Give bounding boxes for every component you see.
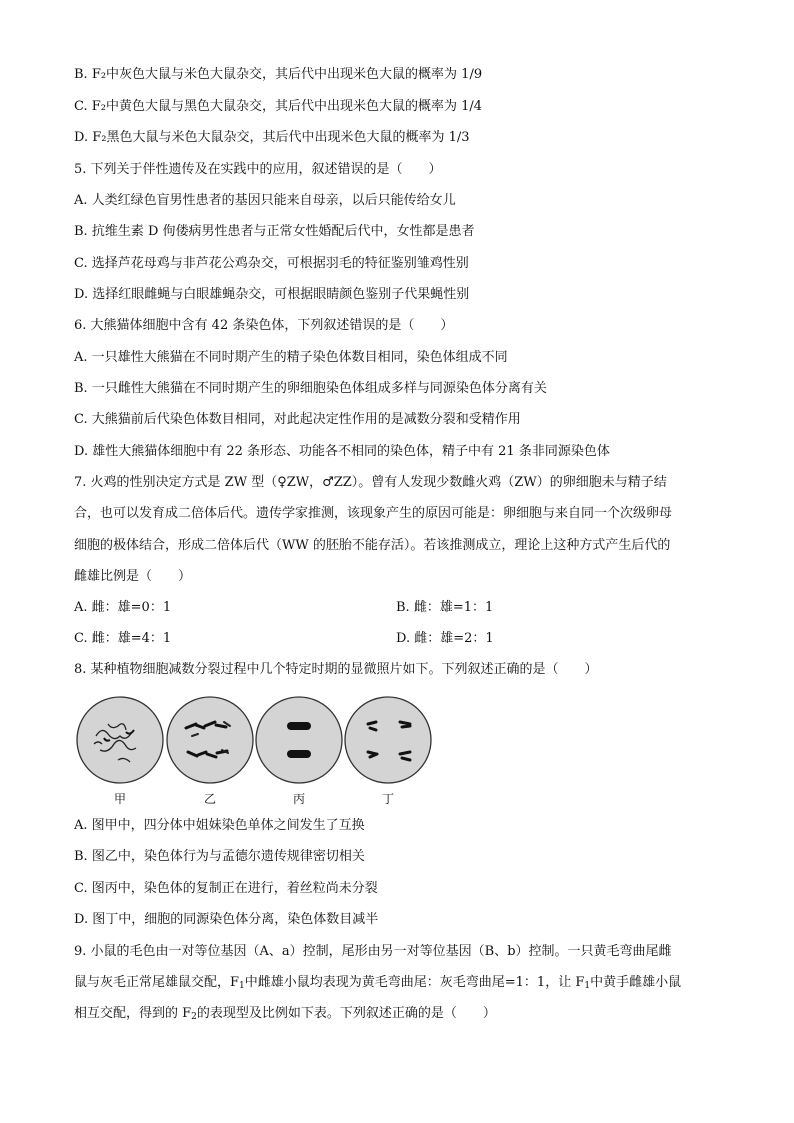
f1-subscript: 1 xyxy=(584,981,591,991)
q7-option-b: B. 雌：雄=1：1 xyxy=(396,600,494,615)
q9-line2-part1: 鼠与灰毛正常尾雄鼠交配，F xyxy=(74,975,240,990)
q4-option-d: D. F₂黑色大鼠与米色大鼠杂交，其后代中出现米色大鼠的概率为 1/3 xyxy=(74,130,470,145)
cell-yi xyxy=(167,697,253,783)
q8-option-d: D. 图丁中，细胞的同源染色体分离，染色体数目减半 xyxy=(74,912,379,927)
q9-line3-part2: 的表现型及比例如下表。下列叙述正确的是（ ） xyxy=(196,1006,496,1021)
q6-option-d: D. 雄性大熊猫体细胞中有 22 条形态、功能各不相同的染色体，精子中有 21 条非同源染色体 xyxy=(74,444,610,459)
q8-option-c: C. 图丙中，染色体的复制正在进行，着丝粒尚未分裂 xyxy=(74,881,378,896)
q7-stem-line-1: 7. 火鸡的性别决定方式是 ZW 型（♀ZW，♂ZZ）。曾有人发现少数雌火鸡（ZW）的卵细胞未与精子结 xyxy=(74,475,667,490)
q9-line3-part1: 相互交配，得到的 F xyxy=(74,1006,192,1021)
label-ding: 丁 xyxy=(381,792,394,806)
label-bing: 丙 xyxy=(292,792,305,806)
q7-stem-line-4: 雌雄比例是（ ） xyxy=(74,569,192,584)
cell-jia xyxy=(77,697,163,783)
q7-stem-line-3: 细胞的极体结合，形成二倍体后代（WW 的胚胎不能存活）。若该推测成立，理论上这种方式产生后代的 xyxy=(74,538,671,553)
q7-stem-line-2: 合，也可以发育成二倍体后代。遗传学家推测，该现象产生的原因可能是：卵细胞与来自同一个次级卵母 xyxy=(74,506,673,521)
q6-option-b: B. 一只雌性大熊猫在不同时期产生的卵细胞染色体组成多样与同源染色体分离有关 xyxy=(74,381,547,396)
q8-option-b: B. 图乙中，染色体行为与孟德尔遗传规律密切相关 xyxy=(74,849,365,864)
q8-option-a: A. 图甲中，四分体中姐妹染色单体之间发生了互换 xyxy=(74,818,365,833)
q9-line2-part2: 中雌雄小鼠均表现为黄毛弯曲尾：灰毛弯曲尾=1：1，让 F xyxy=(244,975,585,990)
q7-option-c: C. 雌：雄=4：1 xyxy=(74,631,172,646)
q5-option-a: A. 人类红绿色盲男性患者的基因只能来自母亲，以后只能传给女儿 xyxy=(74,193,456,208)
q9-line2-part3: 中黄手雌雄小鼠 xyxy=(590,975,682,990)
q5-option-c: C. 选择芦花母鸡与非芦花公鸡杂交，可根据羽毛的特征鉴别雏鸡性别 xyxy=(74,256,469,271)
micrograph-cells xyxy=(74,692,444,788)
label-jia: 甲 xyxy=(113,792,126,806)
q9-stem-line-3 xyxy=(74,1005,496,1023)
q9-stem-line-2 xyxy=(74,974,681,992)
q5-option-d: D. 选择红眼雌蝇与白眼雄蝇杂交，可根据眼睛颜色鉴别子代果蝇性别 xyxy=(74,287,470,302)
q7-option-a: A. 雌：雄=0：1 xyxy=(74,600,172,615)
f1-subscript: 1 xyxy=(239,981,245,991)
q4-option-b: B. F₂中灰色大鼠与米色大鼠杂交，其后代中出现米色大鼠的概率为 1/9 xyxy=(74,67,483,82)
q7-option-d: D. 雌：雄=2：1 xyxy=(396,631,494,646)
q4-option-c: C. F₂中黄色大鼠与黑色大鼠杂交，其后代中出现米色大鼠的概率为 1/4 xyxy=(74,99,483,114)
f2-subscript: 2 xyxy=(191,1012,197,1022)
q9-stem-line-1: 9. 小鼠的毛色由一对等位基因（A、a）控制，尾形由另一对等位基因（B、b）控制。一只黄毛弯曲尾雌 xyxy=(74,944,672,959)
micrograph-figure xyxy=(74,692,444,808)
cell-ding xyxy=(345,697,431,783)
q6-option-a: A. 一只雄性大熊猫在不同时期产生的精子染色体数目相同，染色体组成不同 xyxy=(74,350,508,365)
q6-stem: 6. 大熊猫体细胞中含有 42 条染色体，下列叙述错误的是（ ） xyxy=(74,318,454,333)
q6-option-c: C. 大熊猫前后代染色体数目相同，对此起决定性作用的是减数分裂和受精作用 xyxy=(74,412,521,427)
label-yi: 乙 xyxy=(203,792,216,806)
q8-stem: 8. 某种植物细胞减数分裂过程中几个特定时期的显微照片如下。下列叙述正确的是（ ） xyxy=(74,662,598,677)
cell-bing xyxy=(256,697,342,783)
q5-stem: 5. 下列关于伴性遗传及在实践中的应用，叙述错误的是（ ） xyxy=(74,162,442,177)
q5-option-b: B. 抗维生素 D 佝偻病男性患者与正常女性婚配后代中，女性都是患者 xyxy=(74,224,475,239)
